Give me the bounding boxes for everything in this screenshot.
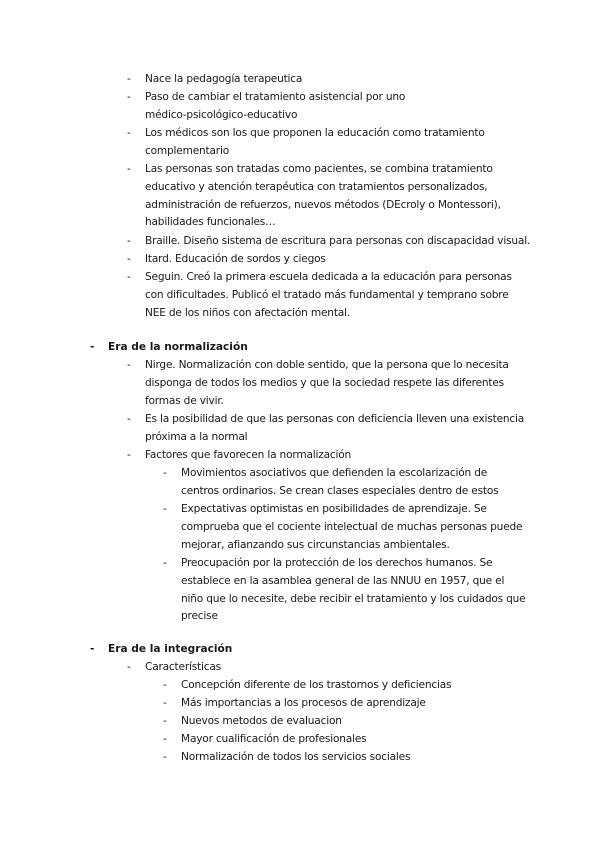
heading-bullet: - [90, 341, 95, 353]
sub-list-item [163, 555, 526, 626]
list-item-text: Seguin. Creó la primera escuela dedicada a la educación para personas con dificultades. Publicó el tratado más fundamental y temprano sobre NEE de los niños con afectación mental. [145, 271, 512, 319]
section-title: Era de la normalización [108, 341, 248, 353]
list-item-text: Más importancias a los procesos de aprendizaje [181, 697, 426, 709]
bullet-dash: - [127, 253, 131, 265]
bullet-dash: - [163, 751, 167, 763]
section-title: Era de la integración [108, 643, 233, 655]
list-item [127, 161, 525, 232]
heading-bullet: - [90, 643, 95, 655]
bullet-dash: - [127, 449, 131, 461]
list-item [127, 411, 525, 447]
bullet-dash: - [127, 73, 131, 85]
sub-list-item [163, 677, 526, 695]
sub-list-item [163, 695, 526, 713]
bullet-dash: - [163, 467, 167, 479]
list-item [127, 71, 545, 89]
list-item-text: Normalización de todos los servicios sociales [181, 751, 411, 763]
sub-list-item [163, 501, 526, 554]
list-item [127, 233, 565, 251]
bullet-dash: - [127, 163, 131, 175]
list-item-text: Nuevos metodos de evaluacion [181, 715, 342, 727]
list-item [127, 357, 520, 410]
bullet-dash: - [127, 127, 131, 139]
bullet-dash: - [163, 697, 167, 709]
list-item-text: Nace la pedagogía terapeutica [145, 73, 303, 85]
list-item [127, 125, 505, 161]
bullet-dash: - [127, 271, 131, 283]
list-item [127, 251, 545, 269]
bullet-dash: - [163, 503, 167, 515]
bullet-dash: - [127, 413, 131, 425]
list-item-text: Las personas son tratadas como pacientes, se combina tratamiento educativo y atención terapéutica con tratamientos personalizados, administración de refuerzos, nuevos métodos (DEcroly o Montessori), habilidades funcionales… [145, 163, 501, 229]
bullet-dash: - [127, 359, 131, 371]
list-item [127, 659, 445, 677]
sub-list-item [163, 713, 526, 731]
bullet-dash: - [127, 91, 131, 103]
list-item-text: Es la posibilidad de que las personas con deficiencia lleven una existencia próxima a la normal [145, 413, 525, 443]
bullet-dash: - [127, 235, 131, 247]
list-item [127, 89, 425, 125]
list-item [127, 447, 525, 465]
sub-list-item [163, 749, 526, 767]
sub-list-item [163, 465, 526, 501]
list-item-text: Expectativas optimistas en posibilidades de aprendizaje. Se comprueba que el cociente intelectual de muchas personas puede mejorar, afianzando sus circunstancias ambientales. [181, 503, 523, 551]
bullet-dash: - [163, 557, 167, 569]
list-item-text: Movimientos asociativos que defienden la escolarización de centros ordinarios. Se crean clases especiales dentro de estos [181, 467, 499, 497]
list-item-text: Paso de cambiar el tratamiento asistencial por uno médico-psicológico-educativo [145, 91, 406, 121]
bullet-dash: - [163, 679, 167, 691]
bullet-dash: - [163, 715, 167, 727]
list-item [127, 269, 530, 322]
list-item-text: Braille. Diseño sistema de escritura para personas con discapacidad visual. [145, 235, 531, 247]
bullet-dash: - [127, 661, 131, 673]
list-item-text: Itard. Educación de sordos y ciegos [145, 253, 326, 265]
bullet-dash: - [163, 733, 167, 745]
list-item-text: Mayor cualificación de profesionales [181, 733, 367, 745]
list-item-text: Concepción diferente de los trastornos y deficiencias [181, 679, 452, 691]
list-item-text: Los médicos son los que proponen la educación como tratamiento complementario [145, 127, 485, 157]
list-item-text: Factores que favorecen la normalización [145, 449, 352, 461]
list-item-text: Preocupación por la protección de los derechos humanos. Se establece en la asamblea general de las NNUU en 1957, que el niño que lo necesite, debe recibir el tratamiento y los cuidados que precise [181, 557, 526, 623]
list-item-text: Nirge. Normalización con doble sentido, que la persona que lo necesita disponga de todos los medios y que la sociedad respete las diferentes formas de vivir. [145, 359, 509, 407]
list-item-text: Características [145, 661, 221, 673]
sub-list-item [163, 731, 526, 749]
